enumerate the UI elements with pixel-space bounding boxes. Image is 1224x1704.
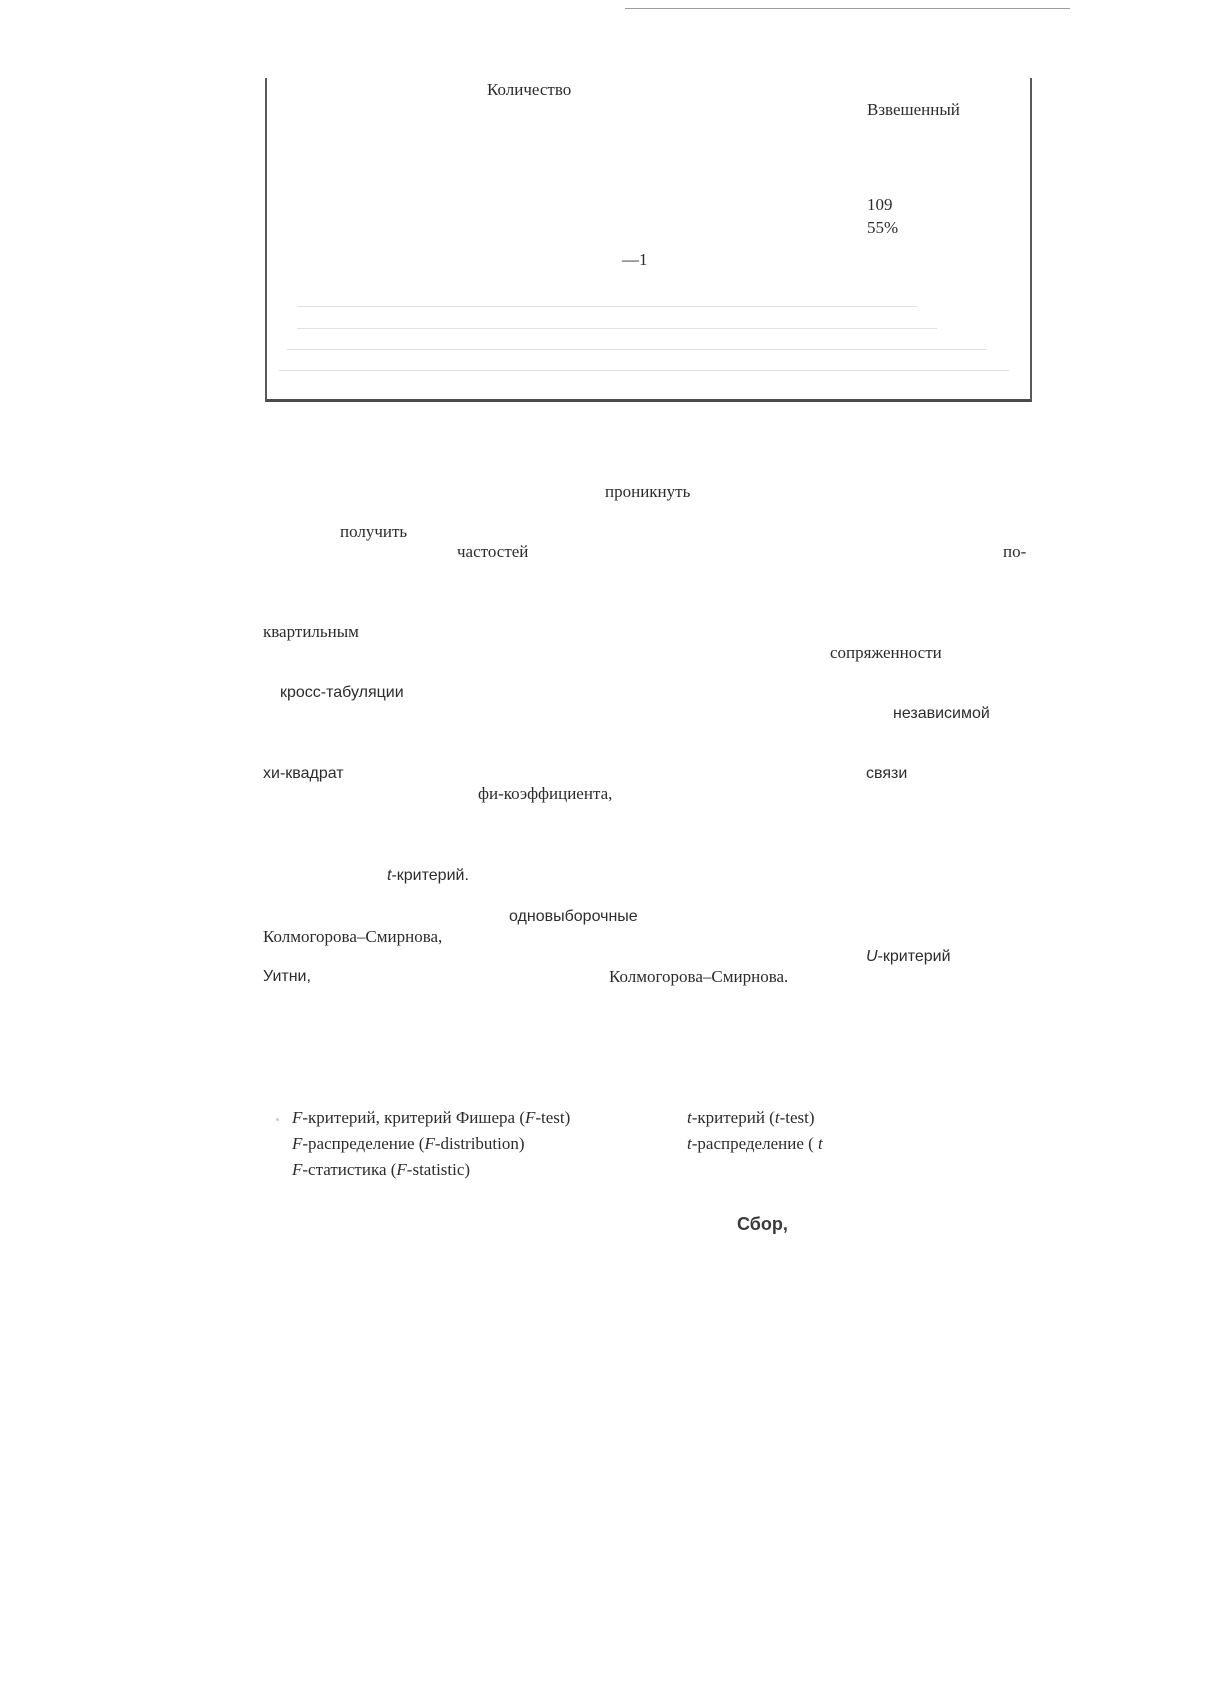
- term-right-0: [687, 1108, 815, 1128]
- word-odnovyborochnye: одновыборочные: [509, 908, 638, 925]
- u-kriteriy-label: -критерий: [877, 948, 951, 965]
- word-uitni: Уитни,: [263, 968, 311, 985]
- table-frame: [265, 78, 1032, 402]
- t-kriteriy-label: -критерий.: [391, 867, 469, 884]
- table-header-weighted: Взвешенный: [867, 100, 960, 119]
- term-left-2: [292, 1160, 470, 1180]
- term-text: -статистика (: [302, 1160, 397, 1179]
- footer-section-label: Сбор,: [737, 1214, 788, 1234]
- term-tail: -distribution): [434, 1134, 525, 1153]
- word-fi-koeffitsienta: фи-коэффициента,: [478, 784, 613, 803]
- term-letter: t: [687, 1108, 692, 1127]
- faded-row-line: [297, 306, 917, 307]
- word-chastostey: частостей: [457, 542, 529, 561]
- term-letter: F: [424, 1134, 435, 1153]
- term-t-kriteriy: [387, 866, 469, 886]
- table-header-count: Количество: [487, 80, 572, 99]
- term-tail: -test): [535, 1108, 571, 1127]
- term-right-1: [687, 1134, 823, 1154]
- faded-row-line: [297, 328, 937, 329]
- term-letter: t: [774, 1108, 780, 1127]
- word-svyazi: связи: [866, 765, 908, 782]
- term-letter: F: [396, 1160, 407, 1179]
- table-value-minus-one: —1: [622, 250, 648, 269]
- term-letter: t: [687, 1134, 692, 1153]
- t-letter: t: [387, 867, 392, 884]
- term-tail: -test): [779, 1108, 815, 1127]
- term-u-kriteriy: [866, 947, 951, 967]
- term-letter: t: [818, 1134, 823, 1153]
- word-kolmogorova-smirnova-2: Колмогорова–Смирнова.: [609, 967, 789, 986]
- term-text: -критерий, критерий Фишера (: [302, 1108, 525, 1127]
- faded-row-line: [287, 349, 987, 350]
- word-kross-tabulyatsii: кросс-табуляции: [280, 684, 404, 701]
- faint-bullet-dot: [276, 1118, 279, 1121]
- u-letter: U: [866, 948, 878, 965]
- term-text: -распределение (: [691, 1134, 819, 1153]
- word-kolmogorova-smirnova-1: Колмогорова–Смирнова,: [263, 927, 443, 946]
- word-nezavisimoy: независимой: [893, 705, 990, 722]
- word-proniknut: проникнуть: [605, 482, 691, 501]
- term-letter: F: [292, 1160, 303, 1179]
- faded-row-line: [279, 370, 1009, 371]
- term-letter: F: [524, 1108, 536, 1127]
- word-sopryazhennosti: сопряженности: [830, 643, 942, 662]
- term-text: -критерий (: [691, 1108, 775, 1127]
- term-left-1: [292, 1134, 525, 1154]
- table-value-count: 109: [867, 195, 893, 214]
- word-kvartilnym: квартильным: [263, 622, 359, 641]
- term-left-0: [292, 1108, 570, 1128]
- word-khi-kvadrat: хи-квадрат: [263, 765, 344, 782]
- term-text: -распределение (: [302, 1134, 425, 1153]
- term-tail: -statistic): [406, 1160, 471, 1179]
- term-letter: F: [292, 1108, 303, 1127]
- term-letter: F: [292, 1134, 303, 1153]
- word-poluchit: получить: [340, 522, 408, 541]
- table-value-percent: 55%: [867, 218, 899, 237]
- word-po: по-: [1003, 542, 1027, 561]
- top-rule: [625, 8, 1070, 9]
